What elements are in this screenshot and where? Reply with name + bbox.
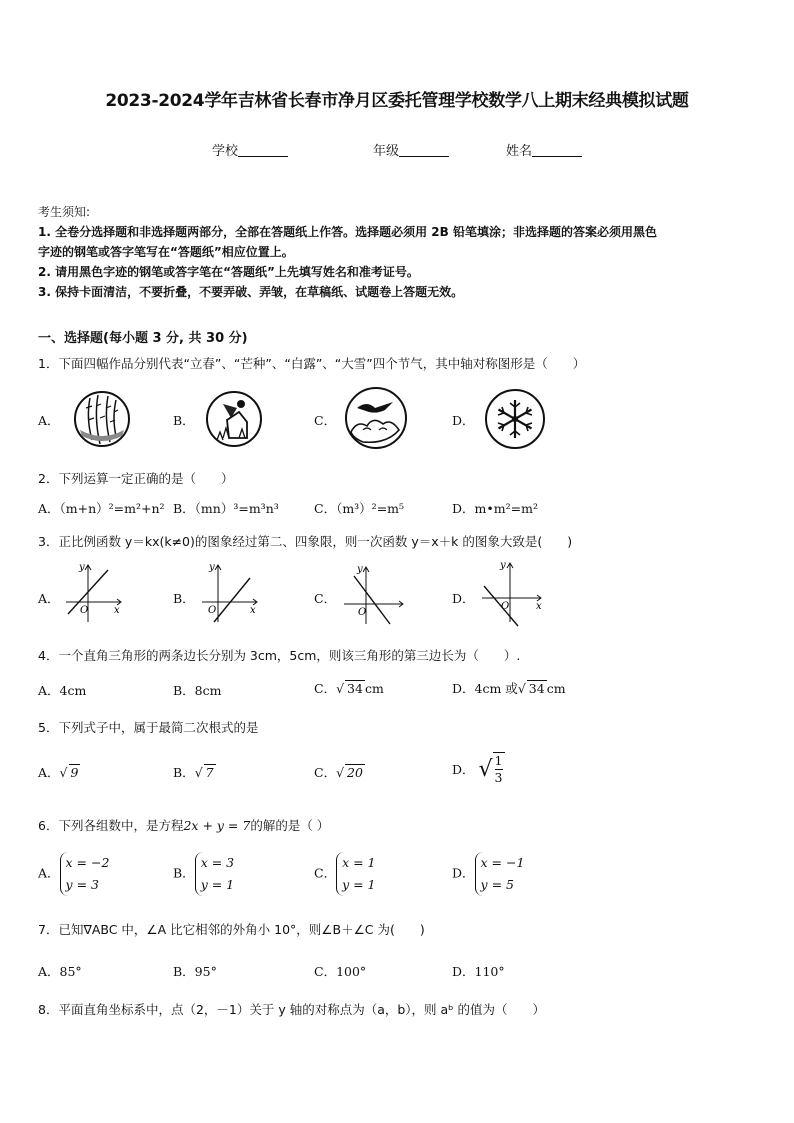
notice-item-1a: 1. 全卷分选择题和非选择题两部分，全部在答题纸上作答。选择题必须用 2B 铅笔填涂；非选择题的答案必须用黑色 bbox=[38, 225, 657, 239]
sqrt-icon: √ bbox=[194, 765, 203, 780]
section-heading: 一、选择题(每小题 3 分, 共 30 分) bbox=[38, 331, 248, 346]
q1-option-c-label: C． bbox=[314, 413, 337, 428]
q4d-radicand: 34 bbox=[528, 681, 545, 696]
q6-equation: 2x + y = 7 bbox=[183, 818, 251, 833]
q7-option-b[interactable]: B．95° bbox=[173, 964, 217, 979]
q3d-axis-y: y bbox=[500, 560, 506, 571]
q5-option-b[interactable] bbox=[173, 763, 216, 781]
q3b-axis-y: y bbox=[209, 562, 215, 573]
q5-option-d[interactable] bbox=[452, 752, 505, 786]
q4-option-c[interactable] bbox=[314, 679, 384, 697]
q6c-system: x = 1 y = 1 bbox=[336, 852, 375, 896]
question-2-stem: 2．下列运算一定正确的是（ ） bbox=[38, 471, 234, 486]
question-3-stem: 3．正比例函数 y＝kx(k≠0)的图象经过第二、四象限，则一次函数 y＝x＋k 的图象大致是( ) bbox=[38, 534, 573, 549]
q1-option-d-image[interactable] bbox=[483, 388, 547, 454]
q5c-label: C． bbox=[314, 765, 337, 780]
sqrt-icon: √ bbox=[59, 765, 68, 780]
q3-graph-a[interactable] bbox=[62, 560, 126, 628]
notice-item-2: 2. 请用黑色字迹的钢笔或答字笔在“答题纸”上先填写姓名和准考证号。 bbox=[38, 265, 419, 279]
q1-option-a-image[interactable] bbox=[72, 390, 132, 452]
q4-option-d[interactable] bbox=[452, 679, 566, 697]
q2-option-d[interactable]: D．m•m²=m² bbox=[452, 501, 538, 516]
q4c-unit: cm bbox=[364, 681, 384, 696]
q3-graph-c[interactable] bbox=[340, 562, 406, 630]
q3b-axis-x: x bbox=[250, 605, 256, 616]
q4-option-b[interactable]: B．8cm bbox=[173, 683, 222, 698]
q4-option-a[interactable]: A．4cm bbox=[38, 683, 87, 698]
q5d-fraction bbox=[493, 752, 505, 786]
notice-item-1b: 字迹的钢笔或答字笔写在“答题纸”相应位置上。 bbox=[38, 245, 294, 259]
q6d-label: D． bbox=[452, 865, 475, 881]
q6-option-b[interactable] bbox=[173, 852, 234, 896]
q6-option-c[interactable] bbox=[314, 852, 376, 896]
q6-option-a[interactable] bbox=[38, 852, 109, 896]
exam-title: 2023-2024学年吉林省长春市净月区委托管理学校数学八上期末经典模拟试题 bbox=[105, 91, 689, 111]
q3a-origin: O bbox=[80, 605, 89, 616]
q5a-radicand: 9 bbox=[70, 765, 79, 780]
notice-block bbox=[38, 202, 760, 302]
q6c-label: C． bbox=[314, 865, 337, 881]
school-label: 学校 bbox=[212, 144, 239, 159]
name-label: 姓名 bbox=[506, 144, 533, 159]
notice-item-3: 3. 保持卡面清洁，不要折叠，不要弄破、弄皱，在草稿纸、试题卷上答题无效。 bbox=[38, 285, 464, 299]
sqrt-icon: √ bbox=[478, 756, 493, 782]
q3-option-c-label: C． bbox=[314, 591, 337, 606]
q3a-axis-x: x bbox=[114, 605, 120, 616]
school-field[interactable] bbox=[212, 140, 288, 159]
q5a-label: A． bbox=[38, 765, 60, 780]
q6a-label: A． bbox=[38, 865, 60, 881]
sqrt-icon: √ bbox=[336, 681, 345, 696]
q1-option-b-image[interactable] bbox=[203, 390, 265, 452]
q3a-axis-y: y bbox=[79, 562, 85, 573]
q4c-radicand: 34 bbox=[347, 681, 363, 696]
q3b-origin: O bbox=[208, 605, 217, 616]
q3c-axis-y: y bbox=[357, 564, 363, 575]
q6-stem-post: 的解的是（ ） bbox=[250, 818, 330, 833]
q5d-denominator: 3 bbox=[494, 770, 503, 785]
sqrt-icon: √ bbox=[517, 681, 526, 696]
q2-option-a[interactable]: A．（m+n）²=m²+n² bbox=[38, 501, 165, 516]
q6b-system: x = 3 y = 1 bbox=[195, 852, 234, 896]
question-8-stem: 8．平面直角坐标系中，点（2，－1）关于 y 轴的对称点为（a，b），则 aᵇ 的值为（ ） bbox=[38, 1002, 546, 1017]
q3-option-a-label: A． bbox=[38, 591, 60, 606]
q7-option-d[interactable]: D．110° bbox=[452, 964, 505, 979]
q5c-radicand: 20 bbox=[347, 765, 363, 780]
q3-graph-d[interactable] bbox=[478, 558, 546, 632]
question-7-stem: 7．已知∇ABC 中，∠A 比它相邻的外角小 10°，则∠B＋∠C 为( ) bbox=[38, 922, 425, 937]
q6-option-d[interactable] bbox=[452, 852, 524, 896]
q6b-label: B． bbox=[173, 865, 195, 881]
q5d-label: D． bbox=[452, 762, 475, 777]
q6d-system: x = −1 y = 5 bbox=[475, 852, 525, 896]
q1-option-a-label: A． bbox=[38, 413, 60, 428]
question-5-stem: 5．下列式子中，属于最简二次根式的是 bbox=[38, 720, 259, 735]
question-4-stem: 4．一个直角三角形的两条边长分别为 3cm，5cm，则该三角形的第三边长为（ ）. bbox=[38, 648, 521, 663]
q3d-origin: O bbox=[501, 601, 510, 612]
q6a-system: x = −2 y = 3 bbox=[60, 852, 110, 896]
q3-option-d-label: D． bbox=[452, 591, 475, 606]
q1-option-c-image[interactable] bbox=[343, 386, 409, 454]
q4d-label: D．4cm 或 bbox=[452, 681, 518, 696]
q5d-numerator: 1 bbox=[494, 753, 503, 768]
q3-option-b-label: B． bbox=[173, 591, 195, 606]
q5-option-c[interactable] bbox=[314, 763, 365, 781]
q5-option-a[interactable] bbox=[38, 763, 80, 781]
q3c-origin: O bbox=[358, 607, 367, 618]
grade-field[interactable] bbox=[373, 140, 449, 159]
q4d-unit: cm bbox=[546, 681, 566, 696]
sqrt-icon: √ bbox=[336, 765, 345, 780]
q2-option-c[interactable]: C．（m³）²=m⁵ bbox=[314, 501, 405, 516]
question-1-stem: 1．下面四幅作品分别代表“立春”、“芒种”、“白露”、“大雪”四个节气，其中轴对称图形是（ ） bbox=[38, 356, 586, 371]
q2-option-b[interactable]: B．（mn）³=m³n³ bbox=[173, 501, 279, 516]
q7-option-a[interactable]: A．85° bbox=[38, 964, 82, 979]
q3-graph-b[interactable] bbox=[198, 560, 262, 628]
q6-stem-pre: 6．下列各组数中，是方程 bbox=[38, 818, 184, 833]
q3d-axis-x: x bbox=[536, 601, 542, 612]
grade-label: 年级 bbox=[373, 144, 400, 159]
notice-heading: 考生须知: bbox=[38, 205, 91, 219]
q1-option-b-label: B． bbox=[173, 413, 195, 428]
q1-option-d-label: D． bbox=[452, 413, 475, 428]
name-field[interactable] bbox=[506, 140, 582, 159]
q5b-label: B． bbox=[173, 765, 195, 780]
question-6-stem bbox=[38, 816, 329, 834]
q5b-radicand: 7 bbox=[205, 765, 214, 780]
q4c-label: C． bbox=[314, 681, 337, 696]
q7-option-c[interactable]: C．100° bbox=[314, 964, 367, 979]
